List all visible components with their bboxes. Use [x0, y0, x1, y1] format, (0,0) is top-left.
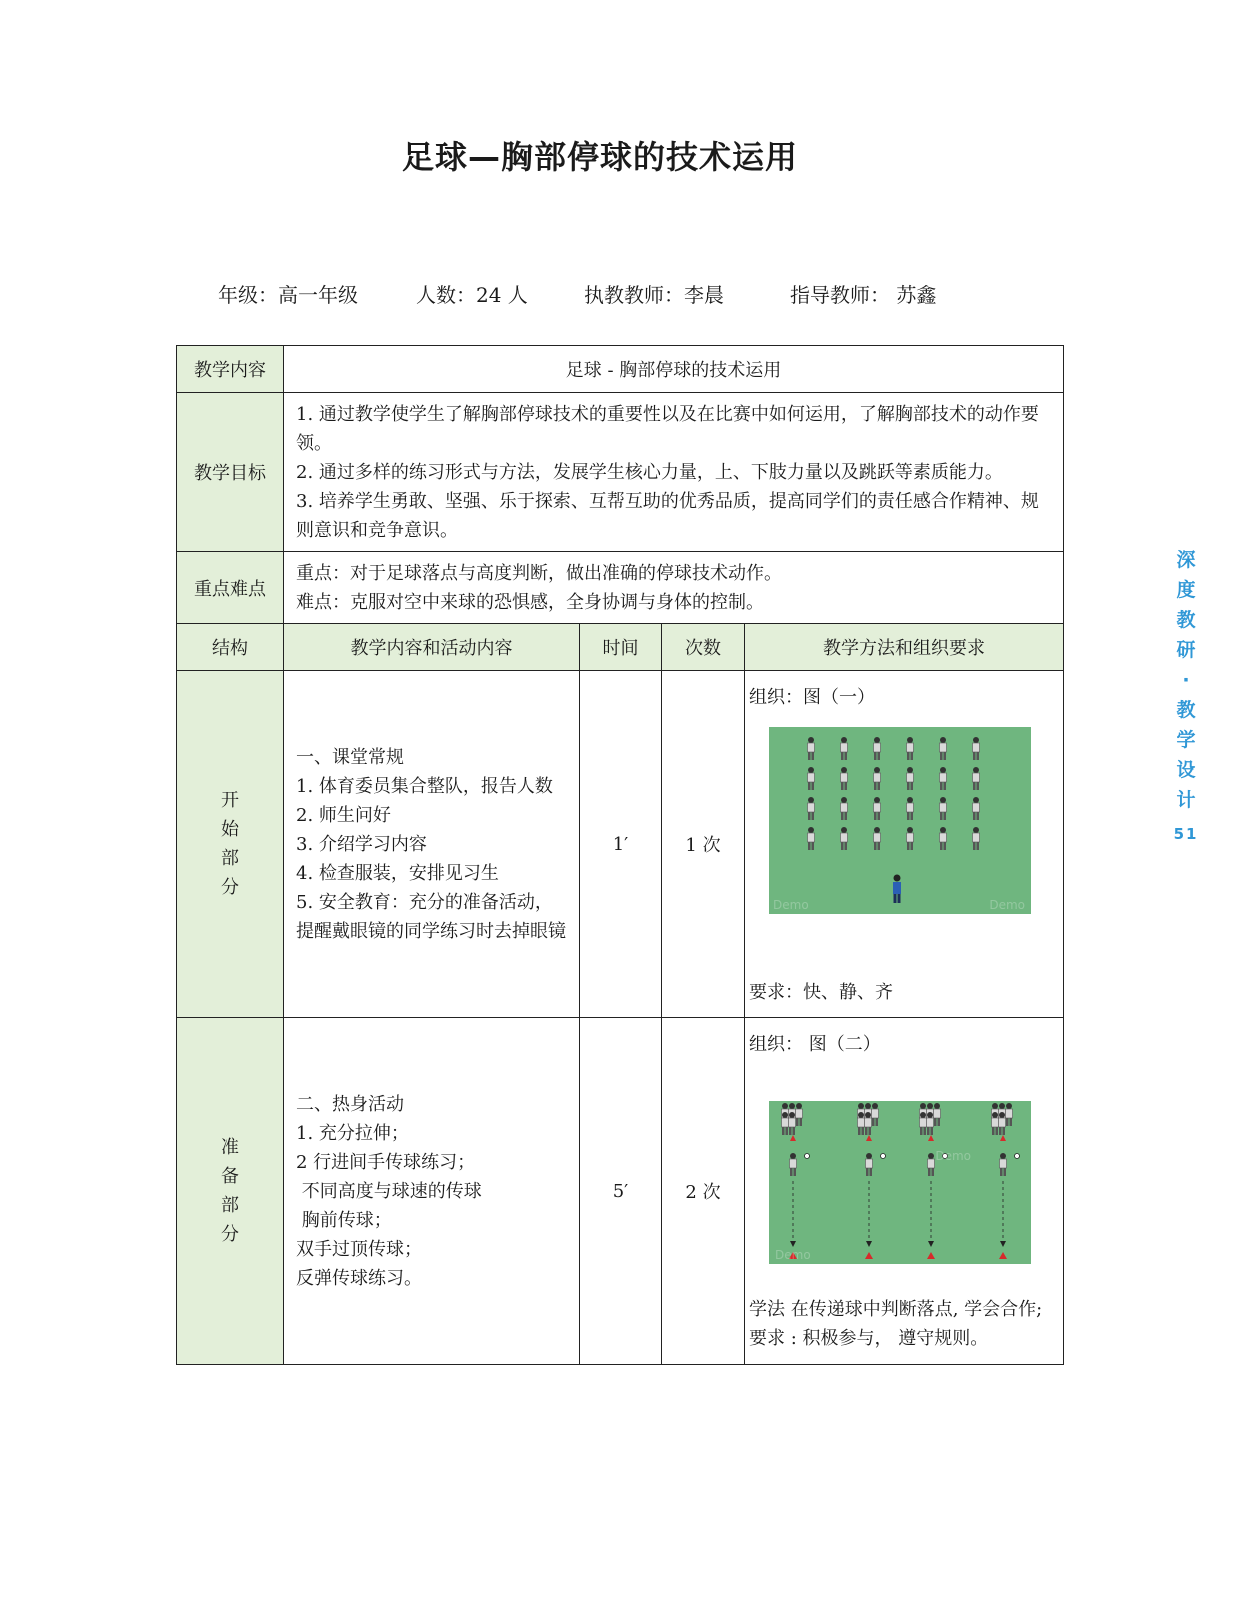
- student-icon: [858, 1112, 865, 1135]
- student-icon: [999, 1112, 1006, 1135]
- arrow-icon: [790, 1241, 796, 1247]
- student-icon: [973, 767, 980, 790]
- activity-line: 一、课堂常规: [296, 746, 404, 768]
- activity-line: 3. 介绍学习内容: [296, 833, 427, 855]
- student-icon: [808, 767, 815, 790]
- header-method: 教学方法和组织要求: [745, 624, 1064, 671]
- key-label: 重点难点: [177, 552, 284, 624]
- goal-line: 2. 通过多样的练习形式与方法，发展学生核心力量，上、下肢力量以及跳跃等素质能力。: [296, 461, 1003, 483]
- student-icon: [841, 797, 848, 820]
- student-count-info: 人数：24 人: [416, 283, 528, 307]
- student-icon: [841, 827, 848, 850]
- part-char: 始: [221, 819, 239, 840]
- cone-icon: [927, 1252, 935, 1259]
- header-structure: 结构: [177, 624, 284, 671]
- student-icon: [907, 737, 914, 760]
- student-icon: [808, 827, 815, 850]
- student-icon: [874, 767, 881, 790]
- requirement-line: 要求：快、静、齐: [749, 982, 893, 1003]
- activity-cell: [284, 671, 580, 1018]
- activity-line: 双手过顶传球；: [296, 1238, 422, 1260]
- part-char: 备: [221, 1166, 239, 1187]
- organization-label: 组织： 图（二）: [749, 1034, 881, 1055]
- activity-line: 1. 充分拉伸；: [296, 1122, 409, 1144]
- activity-line: 反弹传球练习。: [296, 1267, 422, 1289]
- cone-icon: [999, 1252, 1007, 1259]
- method-cell: [745, 1018, 1064, 1365]
- cone-icon: [866, 1135, 872, 1141]
- student-icon: [790, 1153, 797, 1176]
- student-icon: [907, 827, 914, 850]
- student-icon: [865, 1112, 872, 1135]
- key-points-cell: [284, 552, 1064, 624]
- formation-diagram-2: Demo Demo: [769, 1101, 1031, 1264]
- column-header-row: [177, 624, 1064, 671]
- activity-line: 4. 检查服装，安排见习生: [296, 862, 499, 884]
- part-char: 分: [221, 877, 239, 898]
- time-cell: 1′: [580, 671, 662, 1018]
- count-cell: 1 次: [662, 671, 745, 1018]
- student-icon: [808, 797, 815, 820]
- page-number: 51: [1173, 825, 1199, 843]
- arrow-icon: [1000, 1241, 1006, 1247]
- activity-line: 胸前传球；: [296, 1209, 392, 1231]
- student-icon: [796, 1103, 803, 1126]
- ball-icon: [805, 1154, 810, 1159]
- student-icon: [866, 1153, 873, 1176]
- student-icon: [940, 797, 947, 820]
- student-icon: [841, 737, 848, 760]
- formation-figure-2: [769, 1101, 1031, 1264]
- part-label: [177, 1018, 284, 1365]
- student-icon: [789, 1112, 796, 1135]
- key-points-row: [177, 552, 1064, 624]
- part-char: 开: [221, 790, 239, 811]
- page-title: 足球—胸部停球的技术运用: [401, 138, 798, 176]
- activity-line: 2. 师生问好: [296, 804, 391, 826]
- formation-figure-1: [769, 727, 1031, 914]
- student-icon: [973, 797, 980, 820]
- side-char: ·: [1182, 669, 1190, 691]
- student-icon: [907, 767, 914, 790]
- cone-icon: [865, 1252, 873, 1259]
- cone-icon: [928, 1135, 934, 1141]
- lesson-row-prep: [177, 1018, 1064, 1365]
- goal-line: 3. 培养学生勇敢、坚强、乐于探索、互帮互助的优秀品质，提高同学们的责任感合作精神、规则意识和竞争意识。: [296, 490, 1039, 541]
- student-icon: [973, 827, 980, 850]
- cone-icon: [790, 1135, 796, 1141]
- passing-lanes: [782, 1103, 1020, 1259]
- header-count: 次数: [662, 624, 745, 671]
- student-icon: [874, 827, 881, 850]
- arrow-icon: [866, 1241, 872, 1247]
- lesson-row-start: [177, 671, 1064, 1018]
- student-icon: [920, 1112, 927, 1135]
- student-icon: [973, 737, 980, 760]
- student-icon: [874, 797, 881, 820]
- student-icon: [940, 767, 947, 790]
- activity-line: 二、热身活动: [296, 1093, 404, 1115]
- side-char: 计: [1176, 789, 1196, 811]
- side-char: 设: [1176, 759, 1196, 781]
- student-icons: [808, 737, 980, 850]
- teacher-icon: [893, 875, 901, 904]
- student-icon: [872, 1103, 879, 1126]
- part-char: 准: [221, 1137, 239, 1158]
- goals-row: [177, 393, 1064, 552]
- part-char: 分: [221, 1224, 239, 1245]
- student-icon: [841, 767, 848, 790]
- goal-line: 1. 通过教学使学生了解胸部停球技术的重要性以及在比赛中如何运用，了解胸部技术的动作要领。: [296, 403, 1039, 454]
- student-icon: [928, 1153, 935, 1176]
- part-char: 部: [221, 1195, 239, 1216]
- ball-icon: [1015, 1154, 1020, 1159]
- grade-info: 年级：高一年级: [218, 283, 358, 307]
- student-icon: [1006, 1103, 1013, 1126]
- activity-cell: [284, 1018, 580, 1365]
- key-point-line: 重点：对于足球落点与高度判断，做出准确的停球技术动作。: [296, 562, 782, 584]
- student-icon: [874, 737, 881, 760]
- lesson-meta: [218, 279, 936, 308]
- content-label: 教学内容: [177, 346, 284, 393]
- student-icon: [992, 1112, 999, 1135]
- student-icon: [927, 1112, 934, 1135]
- side-char: 研: [1176, 639, 1196, 661]
- part-label: [177, 671, 284, 1018]
- side-char: 度: [1176, 579, 1196, 601]
- side-section-label: [1170, 545, 1202, 849]
- activity-line: 2 行进间手传球练习；: [296, 1151, 476, 1173]
- goals-cell: [284, 393, 1064, 552]
- student-icon: [940, 737, 947, 760]
- key-point-line: 难点：克服对空中来球的恐惧感，全身协调与身体的控制。: [296, 591, 764, 613]
- count-cell: 2 次: [662, 1018, 745, 1365]
- requirement-line: 学法 在传递球中判断落点, 学会合作;: [749, 1299, 1043, 1320]
- side-char: 教: [1176, 699, 1196, 721]
- student-icon: [907, 797, 914, 820]
- formation-diagram-1: Demo Demo: [769, 727, 1031, 914]
- student-icon: [940, 827, 947, 850]
- student-icon: [808, 737, 815, 760]
- student-icon: [1000, 1153, 1007, 1176]
- header-time: 时间: [580, 624, 662, 671]
- method-cell: [745, 671, 1064, 1018]
- side-char: 学: [1176, 729, 1196, 751]
- content-value: 足球 - 胸部停球的技术运用: [284, 346, 1064, 393]
- activity-line: 5. 安全教育：充分的准备活动，提醒戴眼镜的同学练习时去掉眼镜: [296, 891, 566, 942]
- goals-label: 教学目标: [177, 393, 284, 552]
- header-activity: 教学内容和活动内容: [284, 624, 580, 671]
- activity-line: 不同高度与球速的传球: [296, 1180, 482, 1202]
- activity-line: 1. 体育委员集合整队，报告人数: [296, 775, 553, 797]
- content-row: [177, 346, 1064, 393]
- advisor-info: 指导教师： 苏鑫: [790, 283, 937, 307]
- requirement-line: 要求 : 积极参与， 遵守规则。: [749, 1328, 989, 1349]
- student-icon: [782, 1112, 789, 1135]
- cone-icon: [1000, 1135, 1006, 1141]
- time-cell: 5′: [580, 1018, 662, 1365]
- side-char: 教: [1176, 609, 1196, 631]
- side-char: 深: [1176, 549, 1196, 571]
- part-char: 部: [221, 848, 239, 869]
- student-icon: [934, 1103, 941, 1126]
- lesson-plan-table: [176, 345, 1064, 1365]
- arrow-icon: [928, 1241, 934, 1247]
- ball-icon: [881, 1154, 886, 1159]
- teacher-info: 执教教师：李晨: [584, 283, 724, 307]
- organization-label: 组织：图（一）: [749, 687, 875, 708]
